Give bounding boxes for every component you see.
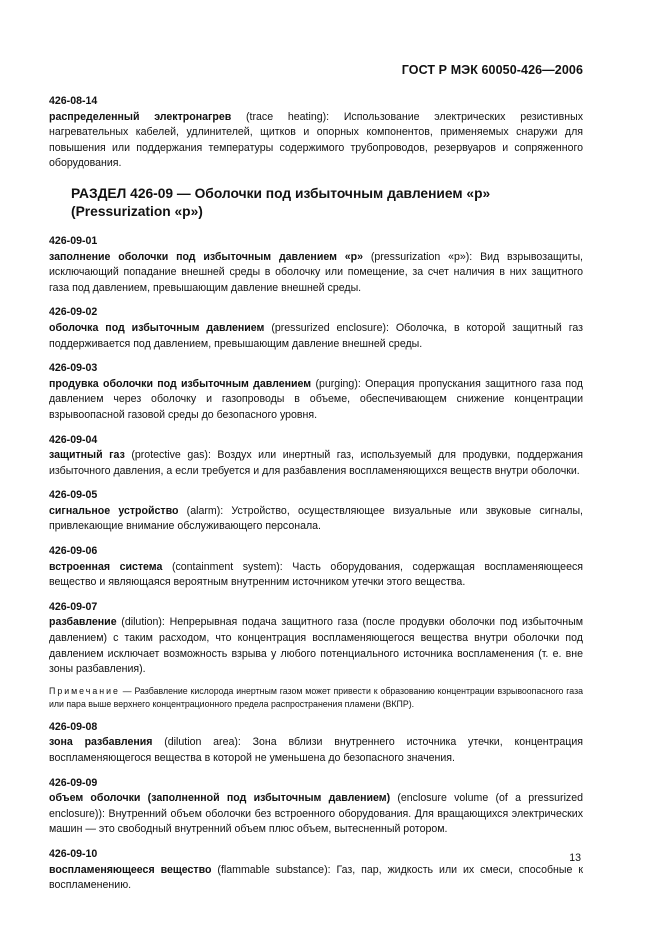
- term-definition: [49, 615, 583, 677]
- definition-text: (containment system): Часть оборудования, содержащая воспламеняющееся вещество и являющаяся вероятным внутренним источником утечки этого вещества.: [49, 560, 583, 589]
- term-name: воспламеняющееся вещество: [49, 863, 212, 876]
- term-name: объем оболочки (заполненной под избыточным давлением): [49, 792, 391, 805]
- term-name: зона разбавления: [49, 736, 153, 749]
- term-name: оболочка под избыточным давлением: [49, 321, 265, 334]
- term-name: разбавление: [49, 616, 117, 629]
- term-definition: [49, 863, 583, 894]
- term-entry: [49, 305, 583, 352]
- term-id: 426-09-09: [49, 776, 98, 789]
- term-definition: [49, 377, 583, 424]
- term-name: защитный газ: [49, 449, 125, 462]
- section-title: [71, 185, 583, 221]
- note-label: Примечание: [49, 685, 120, 696]
- term-entry: [49, 720, 583, 767]
- standard-header: ГОСТ Р МЭК 60050-426—2006: [401, 63, 583, 77]
- term-note: [49, 685, 583, 711]
- term-id: 426-09-10: [49, 847, 98, 860]
- term-id: 426-09-03: [49, 362, 98, 375]
- definition-text: (alarm): Устройство, осуществляющее визуальные или звуковые сигналы, привлекающие внимание обслуживающего персонала.: [49, 504, 583, 533]
- term-definition: [49, 321, 583, 352]
- definition-text: (dilution): Непрерывная подача защитного газа (после продувки оболочки под избыточным давлением) с таким расходом, что концентрация воспламеняющегося вещества внутри оболочки под давлением исключает возможность взрыва у любого потенциального источника воспламенения (т. е. вне зоны разбавления).: [49, 616, 583, 676]
- term-entry: [49, 488, 583, 535]
- term-entry: [49, 433, 583, 480]
- term-name: заполнение оболочки под избыточным давлением «р»: [49, 250, 363, 263]
- definition-text: (pressurized enclosure): Оболочка, в которой защитный газ поддерживается под давлением, превышающим давление внешней среды.: [49, 321, 584, 350]
- definition-text: (purging): Операция пропускания защитного газа под давлением через оболочку и газопроводы в объеме, обеспечивающем снижение концентрации взрывоопасной газовой среды до безопасного уровня.: [49, 377, 583, 421]
- term-entry: [49, 94, 583, 172]
- term-id: 426-09-06: [49, 545, 98, 558]
- section-title-line1: РАЗДЕЛ 426-09 — Оболочки под избыточным давлением «р»: [71, 185, 491, 201]
- term-id: 426-09-05: [49, 489, 98, 502]
- definition-text: (dilution area): Зона вблизи внутреннего источника утечки, концентрация воспламеняющегося вещества в которой не уменьшена до безопасного значения.: [49, 736, 583, 764]
- term-entry: [49, 361, 583, 423]
- definition-text: (pressurization «р»): Вид взрывозащиты, исключающий попадание внешней среды в оболочку или помещение, за счет наличия в них защитного газа под давлением, превышающим давление внешней среды.: [49, 250, 583, 294]
- definition-text: (protective gas): Воздух или инертный газ, используемый для продувки, поддержания избыточного давления, а если требуется и для разбавления воспламеняющихся веществ внутри оболочки.: [49, 449, 583, 477]
- term-id: 426-09-04: [49, 433, 98, 446]
- term-definition: [49, 504, 583, 535]
- term-id: 426-08-14: [49, 95, 98, 107]
- definition-text: (enclosure volume (of a pressurized enclosure)): Внутренний объем оболочки без встроенного оборудования. Для вращающихся электрических машин — это свободный внутренний объем плюс объем, вытесненный ротором.: [49, 792, 583, 836]
- term-definition: [49, 791, 583, 838]
- definition-text: (flammable substance): Газ, пар, жидкость или их смеси, способные к воспламенению.: [49, 863, 584, 892]
- term-entry: [49, 544, 583, 591]
- term-entry: [49, 600, 583, 678]
- definition-text: (trace heating): Использование электрических резистивных нагревательных кабелей, удлинителей, щитков и опорных компонентов, применяемых снаружи для повышения или поддержания температуры содержимого трубопроводов, резервуаров и сопряженного оборудования.: [49, 110, 583, 170]
- note-text: — Разбавление кислорода инертным газом может привести к образованию концентрации взрывоопасного газа или пара выше верхнего концентрационного предела распространения пламени (ВКПР).: [49, 685, 583, 709]
- term-entry: [49, 847, 583, 894]
- section-title-line2: (Pressurization «р»): [71, 203, 203, 219]
- term-name: встроенная система: [49, 560, 163, 573]
- term-definition: [49, 735, 583, 766]
- term-id: 426-09-01: [49, 234, 98, 247]
- term-id: 426-09-08: [49, 720, 98, 733]
- term-definition: [49, 448, 583, 479]
- term-id: 426-09-07: [49, 600, 98, 613]
- content-body: [49, 94, 583, 903]
- term-definition: [49, 250, 583, 297]
- term-name: продувка оболочки под избыточным давлением: [49, 377, 312, 390]
- page-number: 13: [569, 852, 581, 864]
- term-name: распределенный электронагрев: [49, 110, 232, 123]
- term-entry: [49, 776, 583, 838]
- term-entry: [49, 234, 583, 296]
- term-definition: [49, 560, 583, 591]
- term-definition: [49, 110, 583, 172]
- term-id: 426-09-02: [49, 306, 98, 319]
- term-name: сигнальное устройство: [49, 504, 179, 517]
